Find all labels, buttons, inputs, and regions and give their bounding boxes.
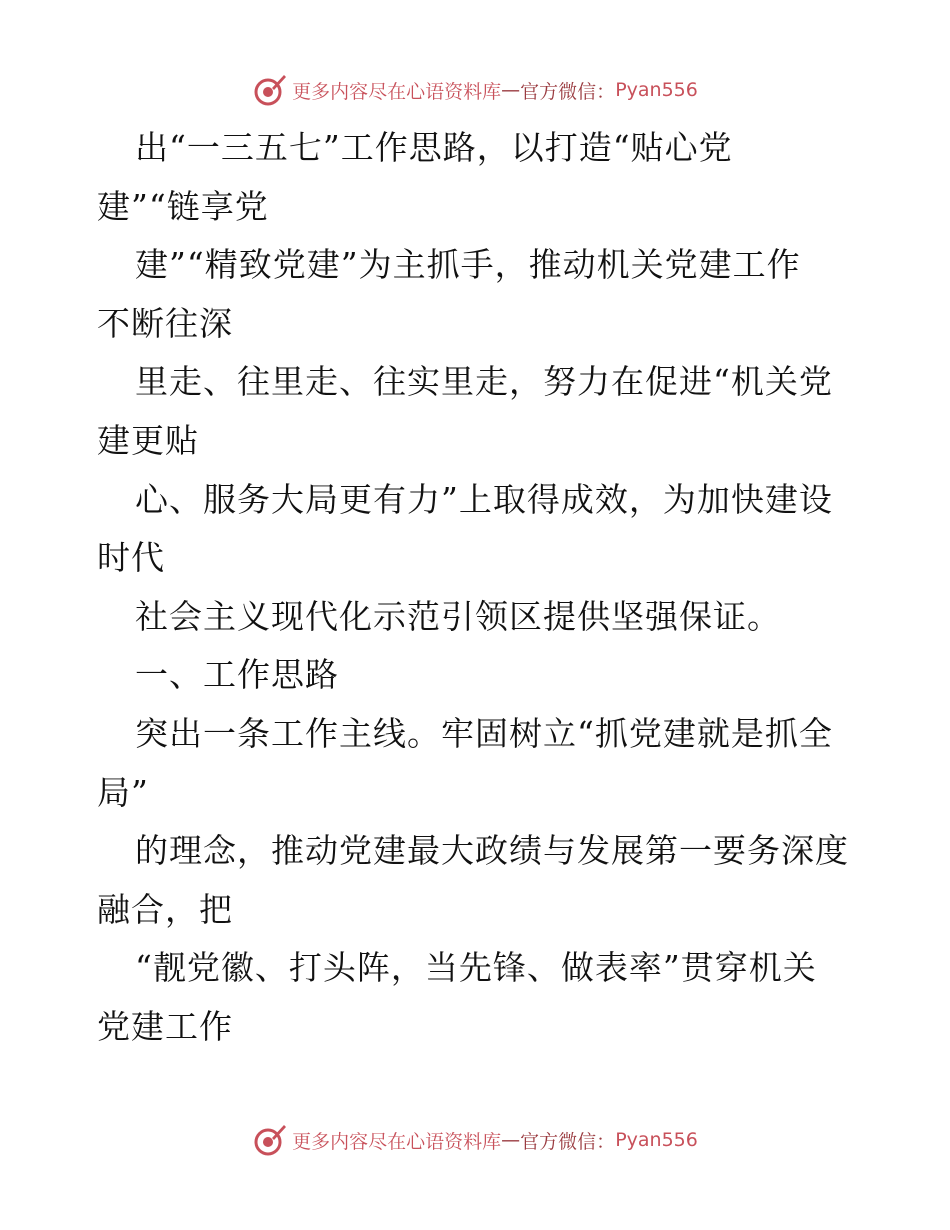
text-line: 局”	[97, 772, 149, 812]
watermark-separator: —	[501, 79, 521, 101]
watermark-separator: —	[501, 1129, 521, 1151]
watermark-wechat-label: 官方微信：	[520, 1130, 616, 1153]
text-line: 社会主义现代化示范引领区提供坚强保证。	[135, 596, 781, 636]
header-watermark	[0, 70, 950, 110]
watermark-wechat-id: Pyan556	[615, 1129, 698, 1151]
quill-logo-icon	[252, 1122, 288, 1158]
text-line: 建”“链享党	[97, 186, 269, 226]
text-line: 党建工作	[97, 1006, 233, 1046]
document-body	[97, 119, 857, 1057]
text-line: “靓党徽、打头阵，当先锋、做表率”贯穿机关	[135, 948, 817, 988]
footer-watermark	[0, 1120, 950, 1160]
text-line: 的理念，推动党建最大政绩与发展第一要务深度	[135, 831, 849, 871]
text-line: 时代	[97, 538, 165, 578]
text-line: 建更贴	[97, 420, 199, 460]
text-line: 心、服务大局更有力”上取得成效，为加快建设	[135, 479, 833, 519]
section-heading: 一、工作思路	[135, 655, 339, 695]
watermark-wechat-label: 官方微信：	[520, 80, 616, 103]
text-line: 建”“精致党建”为主抓手，推动机关党建工作	[135, 245, 801, 285]
quill-logo-icon	[252, 72, 288, 108]
text-line: 融合，把	[97, 889, 233, 929]
text-line: 不断往深	[97, 303, 233, 343]
text-line: 里走、往里走、往实里走，努力在促进“机关党	[135, 362, 833, 402]
text-line: 突出一条工作主线。牢固树立“抓党建就是抓全	[135, 713, 833, 753]
watermark-wechat-id: Pyan556	[615, 79, 698, 101]
text-line: 出“一三五七”工作思路，以打造“贴心党	[135, 128, 733, 167]
watermark-site-text: 更多内容尽在心语资料库	[292, 1130, 502, 1153]
watermark-site-text: 更多内容尽在心语资料库	[292, 80, 502, 103]
